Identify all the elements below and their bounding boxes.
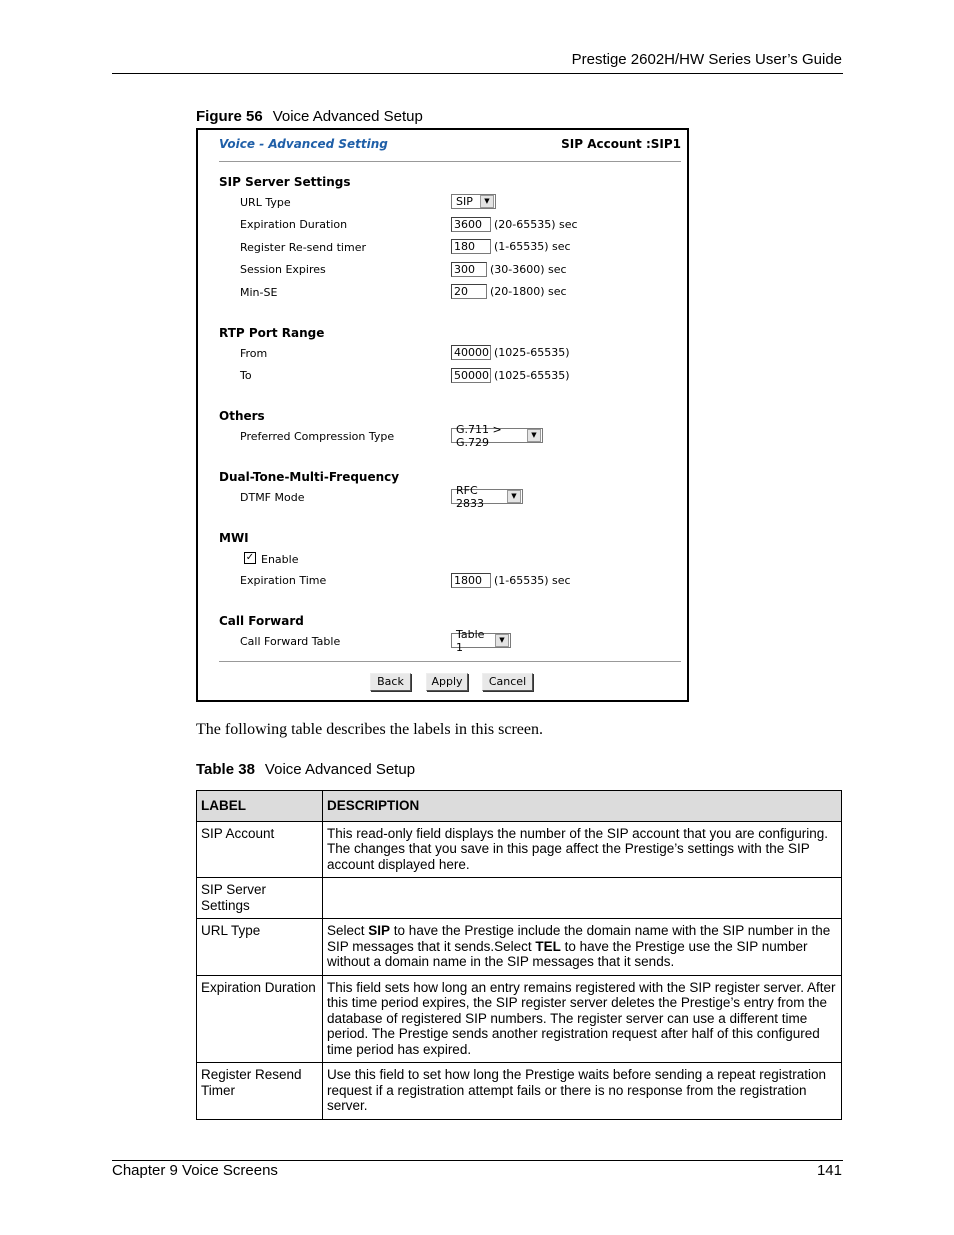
description-text: Use this field to set how long the Prestige waits before sending a repeat registration request if a registration attempt fails or there is no response from the registration server. [327,1067,827,1113]
min-se-label: Min-SE [240,286,278,299]
table-title: Voice Advanced Setup [264,761,416,778]
figure-number: Figure 56 [196,108,263,125]
mwi-heading: MWI [219,531,249,545]
description-text: to have the Prestige include the domain name with the SIP number in the SIP messages that it sends.Select [327,923,831,954]
mwi-expiration-label: Expiration Time [240,574,327,587]
table-header-row [197,791,842,822]
row-label: SIP Server Settings [197,878,323,919]
label-description-table [196,790,842,1120]
description-text: This read-only field displays the number of the SIP account that you are configuring. The changes that you save in this page affect the Prestige’s settings with the SIP account displayed here. [327,825,829,872]
chevron-down-icon: ▼ [507,490,521,503]
sip-account-label: SIP Account :SIP1 [561,137,681,151]
description-text: This field sets how long an entry remains registered with the SIP register server. After this time period expires, the SIP register server deletes the Prestige’s entry from the database of registered SIP numbers. The register server can use a different time period. The Prestige sends another registration request after half of this configured time period has expired. [327,979,836,1057]
table-row [197,919,842,976]
bottom-divider [219,661,681,662]
chevron-down-icon: ▼ [480,195,494,208]
dtmf-mode-select[interactable]: RFC 2833 ▼ [451,489,523,504]
session-expires-label: Session Expires [240,263,326,276]
dtmf-heading: Dual-Tone-Multi-Frequency [219,470,400,484]
call-forward-table-select[interactable]: Table 1 ▼ [451,633,511,648]
row-description [323,1063,842,1120]
rtp-to-label: To [240,369,252,382]
rtp-from-hint: (1025-65535) [494,346,570,359]
min-se-hint: (20-1800) sec [490,285,567,298]
rtp-port-range-heading: RTP Port Range [219,326,325,340]
row-label: Expiration Duration [197,975,323,1063]
call-forward-table-label: Call Forward Table [240,635,341,648]
description-text: Select [327,923,369,938]
footer-chapter: Chapter 9 Voice Screens [112,1162,278,1179]
mwi-expiration-hint: (1-65535) sec [494,574,571,587]
footer-rule [112,1160,843,1161]
page-header-title: Prestige 2602H/HW Series User’s Guide [571,51,842,68]
mwi-expiration-input[interactable]: 1800 [451,573,491,588]
expiration-duration-input[interactable]: 3600 [451,217,491,232]
register-resend-hint: (1-65535) sec [494,240,571,253]
register-resend-input[interactable]: 180 [451,239,491,254]
session-expires-hint: (30-3600) sec [490,263,567,276]
rtp-to-input[interactable]: 50000 [451,368,491,383]
description-column-header: DESCRIPTION [323,791,842,822]
table-row [197,1063,842,1120]
header-rule [112,73,843,74]
table-body [197,821,842,1119]
body-paragraph: The following table describes the labels in this screen. [196,721,544,738]
register-resend-label: Register Re-send timer [240,241,366,254]
row-label: Register Resend Timer [197,1063,323,1120]
rtp-from-label: From [240,347,268,360]
url-type-label: URL Type [240,196,291,209]
table-row [197,878,842,919]
description-emphasis: TEL [535,938,561,954]
call-forward-heading: Call Forward [219,614,304,628]
back-button[interactable]: Back [370,673,411,691]
expiration-duration-label: Expiration Duration [240,218,348,231]
table-row [197,975,842,1063]
row-label: SIP Account [197,821,323,878]
dtmf-mode-label: DTMF Mode [240,491,305,504]
min-se-input[interactable]: 20 [451,284,487,299]
row-description [323,919,842,976]
description-emphasis: SIP [368,923,391,938]
apply-button[interactable]: Apply [426,673,468,691]
figure-title: Voice Advanced Setup [272,108,423,125]
url-type-select[interactable]: SIP ▼ [451,194,496,209]
row-description [323,878,842,919]
row-description [323,821,842,878]
table-number: Table 38 [196,761,255,778]
page-number: 141 [816,1162,842,1179]
rtp-from-input[interactable]: 40000 [451,345,491,360]
rtp-to-hint: (1025-65535) [494,369,570,382]
cancel-button[interactable]: Cancel [482,673,533,691]
row-label: URL Type [197,919,323,976]
others-heading: Others [219,409,265,423]
screenshot-frame [196,128,689,702]
mwi-enable-checkbox[interactable]: ✓ [245,552,255,563]
table-row [197,821,842,878]
compression-type-label: Preferred Compression Type [240,430,395,443]
expiration-duration-hint: (20-65535) sec [494,218,578,231]
screen-title: Voice - Advanced Setting [219,137,388,151]
description-text: to have the Prestige use the SIP number without a domain name in the SIP messages that it sends. [327,938,808,969]
chevron-down-icon: ▼ [527,429,541,442]
mwi-enable-label: Enable [261,553,299,566]
label-column-header: LABEL [197,791,323,822]
compression-type-select[interactable]: G.711 > G.729 ▼ [451,428,543,443]
chevron-down-icon: ▼ [495,634,509,647]
row-description [323,975,842,1063]
title-divider [219,161,681,162]
figure-caption [196,108,423,125]
sip-server-heading: SIP Server Settings [219,175,351,189]
table-caption [196,761,415,778]
session-expires-input[interactable]: 300 [451,262,487,277]
